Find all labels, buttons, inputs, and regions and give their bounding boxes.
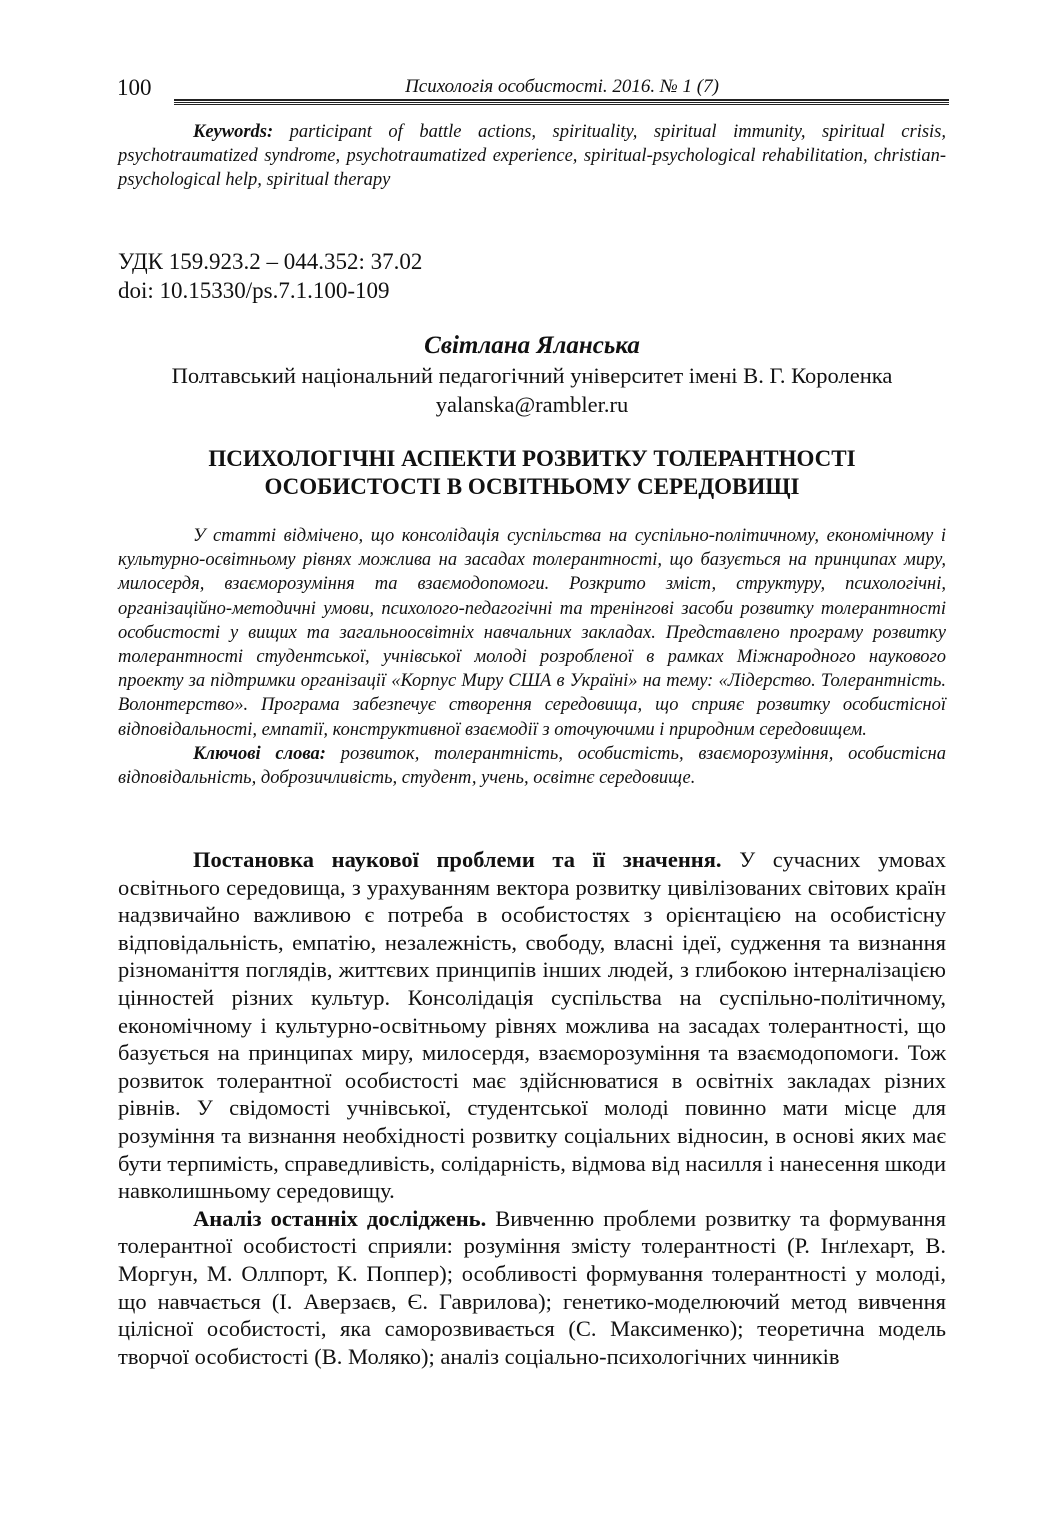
- abstract-keywords-label: Ключові слова:: [193, 743, 326, 764]
- journal-title: Психологія особистості. 2016. № 1 (7): [405, 76, 719, 97]
- article-title: [118, 445, 946, 501]
- abstract-keywords-text: розвиток, толерантність, особистість, взаєморозуміння, особистісна відповідальність, доброзичливість, студент, учень, освітнє середовище.: [118, 743, 946, 789]
- author-name: Світлана Яланська: [424, 332, 640, 359]
- section-recent-research: [118, 1205, 946, 1371]
- article-body: [118, 846, 946, 1370]
- section-heading: Постановка наукової проблеми та її значення.: [193, 847, 722, 872]
- doi: doi: 10.15330/ps.7.1.100-109: [118, 278, 390, 303]
- author-block: [118, 331, 946, 419]
- abstract-text: У статті відмічено, що консолідація суспільства на суспільно-політичному, економічному і культурно-освітньому рівнях можлива на засадах толерантності, що базується на принципах миру, милосердя, взаєморозуміння та взаємодопомоги. Розкрито зміст, структуру, психологічні, організаційно-методичні умови, психолого-педагогічні та тренінгові засоби розвитку толерантності особистості у вищих та загальноосвітніх навчальних закладах. Представлено програму розвитку толерантності студентської, учнівської молоді розробленої в рамках Міжнародного наукового проекту за підтримки організації «Корпус Миру США в Україні» на тему: «Лідерство. Толерантність. Волонтерство». Програма забезпечує створення середовища, що сприяє розвитку особистісної відповідальності, емпатії, конструктивної взаємодії з оточуючими і природним середовищем.: [118, 526, 946, 740]
- keywords-text: participant of battle actions, spirituality, spiritual immunity, spiritual crisis, psychotraumatized syndrome, psychotraumatized experience, spiritual-psychological rehabilitation, christian-psychological help, spiritual therapy: [118, 122, 946, 191]
- article-title-line-1: ПСИХОЛОГІЧНІ АСПЕКТИ РОЗВИТКУ ТОЛЕРАНТНОСТІ: [208, 446, 856, 471]
- running-header: [117, 73, 949, 107]
- section-heading: Аналіз останніх досліджень.: [193, 1205, 487, 1231]
- udc-code: УДК 159.923.2 – 044.352: 37.02: [118, 249, 423, 274]
- abstract-keywords: [118, 742, 946, 790]
- author-email: yalanska@rambler.ru: [435, 392, 629, 417]
- abstract: [118, 524, 946, 790]
- article-meta: [118, 247, 946, 305]
- page-number: 100: [117, 75, 152, 100]
- previous-article-keywords: [118, 120, 946, 193]
- author-affiliation: Полтавський національний педагогічний університет імені В. Г. Короленка: [171, 363, 893, 388]
- header-rule-divider: [174, 99, 949, 106]
- section-text: У сучасних умовах освітнього середовища, з урахуванням вектора розвитку цивілізованих світових країн надзвичайно важливою є потреба в особистостях з орієнтацією на особистісну відповідальність, емпатію, незалежність, свободу, власні ідеї, судження та визнання різноманіття поглядів, життєвих принципів інших людей, з глибокою інтерналізацією цінностей різних культур. Консолідація суспільства на суспільно-політичному, економічному і культурно-освітньому рівнях можлива на засадах толерантності, що базується на принципах миру, милосердя, взаєморозуміння та взаємодопомоги. Тож розвиток толерантної особистості має здійснюватися в освітніх закладах різних рівнів. У свідомості учнівської, студентської молоді повинно мати місце для розуміння та визнання необхідності розвитку соціальних відносин, в основі яких має бути терпимість, справедливість, солідарність, відмова від насилля і нанесення шкоди навколишньому середовищу.: [118, 847, 946, 1204]
- article-title-line-2: ОСОБИСТОСТІ В ОСВІТНЬОМУ СЕРЕДОВИЩІ: [264, 474, 800, 499]
- section-text: Вивченню проблеми розвитку та формування толерантної особистості сприяли: розуміння змісту толерантності (Р. Інґлехарт, В. Моргун, М. Оллпорт, К. Поппер); особливості формування толерантності у молоді, що навчається (І. Аверзаєв, Є. Гаврилова); генетико-моделюючий метод вивчення цілісної особистості, яка саморозвивається (С. Максименко); теоретична модель творчої особистості (В. Моляко); аналіз соціально-психологічних чинників: [118, 1205, 947, 1369]
- section-problem-statement: [118, 846, 946, 1205]
- keywords-label: Keywords:: [193, 122, 274, 142]
